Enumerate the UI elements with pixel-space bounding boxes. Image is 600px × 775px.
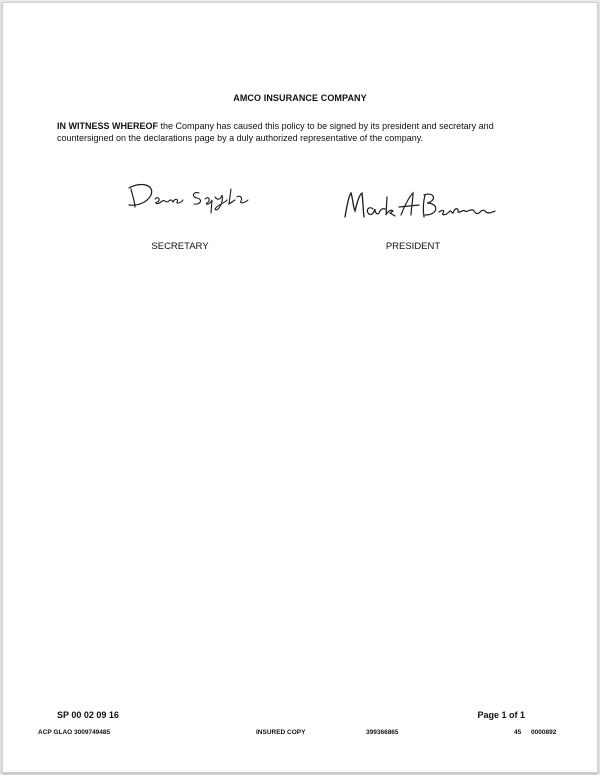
footer-reference-number: 399366865 [366, 729, 399, 736]
form-number: SP 00 02 09 16 [57, 710, 119, 720]
secretary-signature-image [121, 173, 249, 217]
witness-text: the Company has caused this policy to be signed by its president and secretary and countersigned on the declarations page by a duly authorized representative of the company. [57, 121, 494, 143]
secretary-signature [121, 173, 249, 217]
secretary-title: SECRETARY [151, 241, 209, 252]
president-signature [339, 185, 499, 225]
document-page [2, 2, 598, 773]
footer-copy-type: INSURED COPY [256, 729, 306, 736]
footer-policy-id: ACP GLAO 3009749485 [38, 729, 111, 736]
company-title: AMCO INSURANCE COMPANY [233, 93, 367, 103]
president-signature-image [339, 185, 499, 225]
witness-lead: IN WITNESS WHEREOF [57, 121, 158, 131]
footer-code: 45 [514, 729, 522, 736]
page-count: Page 1 of 1 [477, 710, 525, 720]
secretary-signature-text: Denise Saylor [121, 173, 128, 174]
president-signature-text: Mark A Berven [339, 185, 346, 186]
president-title: PRESIDENT [385, 241, 441, 252]
footer-sequence: 0000892 [531, 729, 557, 736]
witness-paragraph [57, 121, 547, 144]
